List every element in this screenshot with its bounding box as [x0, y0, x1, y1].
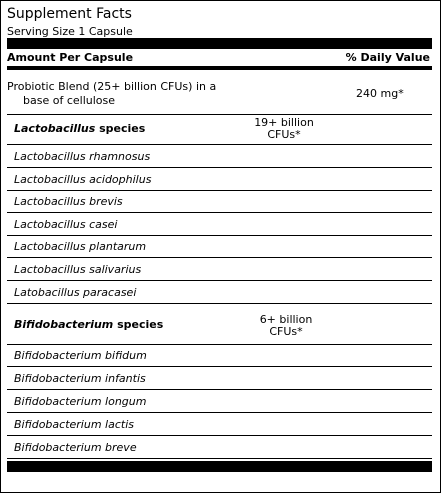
lactobacillus-amount-line2: CFUs* [267, 128, 301, 141]
strain-name: Lactobacillus salivarius [14, 262, 142, 276]
daily-value-header: % Daily Value [345, 51, 430, 64]
bifidobacterium-genus: Bifidobacterium [14, 318, 114, 331]
bifidobacterium-species-row [7, 306, 432, 345]
bifidobacterium-species-label [14, 318, 163, 332]
lactobacillus-genus: Lactobacillus [14, 122, 96, 135]
blend-name-line2: base of cellulose [23, 94, 116, 107]
strain-name: Lactobacillus acidophilus [14, 172, 152, 186]
lactobacillus-species-row [7, 115, 432, 145]
strain-name: Bifidobacterium lactis [14, 417, 134, 431]
serving-size: Serving Size 1 Capsule [7, 25, 133, 38]
strain-name: Lactobacillus rhamnosus [14, 149, 151, 163]
bifidobacterium-suffix: species [113, 318, 164, 331]
panel-title: Supplement Facts [7, 6, 132, 22]
strain-row [7, 258, 432, 281]
strain-row [7, 367, 432, 390]
strain-name: Lactobacillus casei [14, 217, 118, 231]
strain-row [7, 436, 432, 459]
bottom-rule [7, 461, 432, 472]
blend-name-line1: Probiotic Blend (25+ billion CFUs) in a [7, 80, 217, 93]
strain-name: Bifidobacterium breve [14, 440, 137, 454]
strain-row [7, 168, 432, 191]
strain-name: Latobacillus paracasei [14, 285, 137, 299]
top-rule [7, 38, 432, 49]
strain-name: Bifidobacterium bifidum [14, 349, 147, 362]
lactobacillus-amount [247, 117, 321, 141]
strain-name: Lactobacillus brevis [14, 195, 123, 208]
amount-per-capsule-header: Amount Per Capsule [7, 51, 134, 64]
lactobacillus-amount-line1: 19+ billion [254, 116, 314, 129]
bifidobacterium-amount [251, 314, 321, 338]
bifidobacterium-amount-line2: CFUs* [269, 325, 303, 338]
strain-name: Bifidobacterium infantis [14, 371, 146, 385]
strain-name: Lactobacillus plantarum [14, 240, 147, 253]
lactobacillus-species-label [14, 122, 145, 136]
strain-row [7, 281, 432, 304]
strain-row [7, 413, 432, 436]
column-header [7, 51, 432, 65]
strain-row [7, 390, 432, 413]
strain-row [7, 345, 432, 367]
blend-row [7, 70, 432, 115]
strain-row [7, 213, 432, 236]
strain-row [7, 145, 432, 168]
strain-name: Bifidobacterium longum [14, 394, 147, 408]
strain-row [7, 236, 432, 258]
blend-amount: 240 mg* [356, 87, 404, 100]
strain-row [7, 191, 432, 213]
bifidobacterium-amount-line1: 6+ billion [259, 313, 313, 326]
lactobacillus-suffix: species [95, 122, 146, 135]
